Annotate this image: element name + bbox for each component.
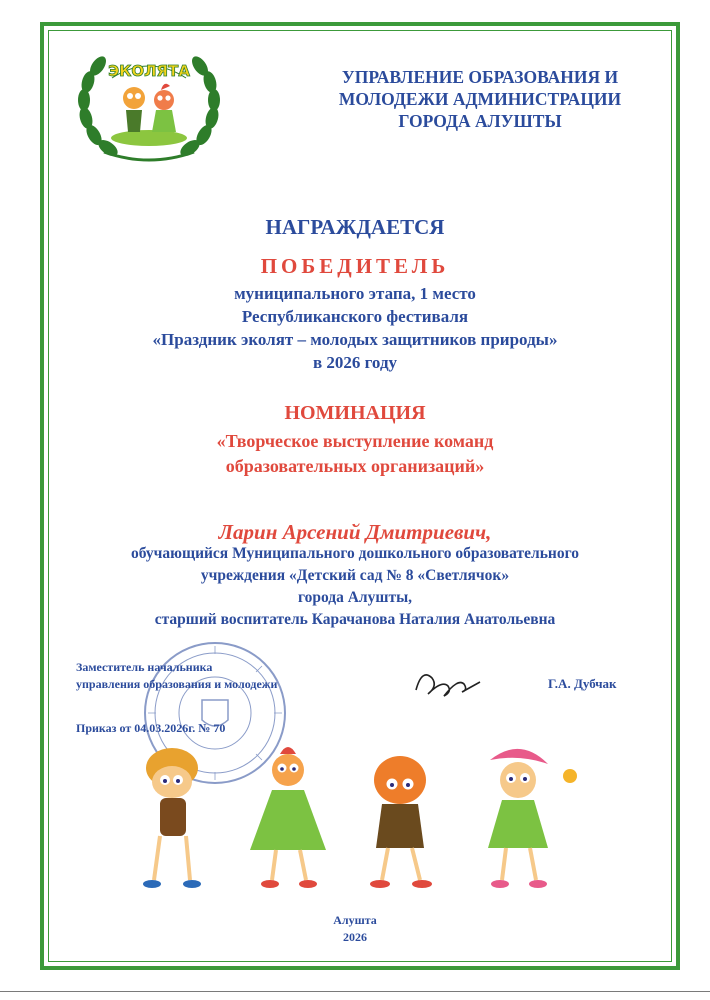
award-line-1: муниципального этапа, 1 место xyxy=(234,284,476,303)
signature-icon xyxy=(408,660,488,705)
award-heading: НАГРАЖДАЕТСЯ xyxy=(265,215,445,239)
acorn-character-icon xyxy=(143,748,201,888)
signer-position-line-2: управления образования и молодежи xyxy=(76,677,278,691)
org-line-1: УПРАВЛЕНИЕ ОБРАЗОВАНИЯ И xyxy=(341,67,619,87)
award-title: ПОБЕДИТЕЛЬ xyxy=(260,254,450,278)
award-line-3: «Праздник эколят – молодых защитников природы» xyxy=(152,330,558,349)
scan-edge-line xyxy=(0,991,710,992)
award-line-2: Республиканского фестиваля xyxy=(241,307,469,326)
nomination-line-1: «Творческое выступление команд xyxy=(216,431,494,451)
order-reference: Приказ от 04.03.2026г. № 70 xyxy=(76,721,226,735)
nomination-line-2: образовательных организаций» xyxy=(225,456,485,476)
ekolyata-logo-icon xyxy=(64,40,234,170)
nomination-label: НОМИНАЦИЯ xyxy=(284,402,426,424)
ekolyata-characters-illustration xyxy=(130,740,610,910)
signer-name: Г.А. Дубчак xyxy=(548,676,617,691)
svg-text:ЭКОЛЯТА: ЭКОЛЯТА xyxy=(108,62,190,80)
org-line-3: ГОРОДА АЛУШТЫ xyxy=(398,111,562,131)
award-line-4: в 2026 году xyxy=(312,353,398,372)
flower-girl-character-icon xyxy=(488,749,577,888)
org-line-2: МОЛОДЕЖИ АДМИНИСТРАЦИИ xyxy=(338,89,622,109)
recipient-line-1: обучающийся Муниципального дошкольного образовательного xyxy=(130,545,579,562)
recipient-name: Ларин Арсений Дмитриевич, xyxy=(218,520,492,544)
recipient-line-2: учреждения «Детский сад № 8 «Светлячок» xyxy=(200,567,510,584)
orange-character-icon xyxy=(370,756,432,888)
footer-city: Алушта xyxy=(333,913,377,927)
recipient-line-4: старший воспитатель Карачанова Наталия Анатольевна xyxy=(154,611,556,628)
organization-header xyxy=(280,66,680,132)
signer-position-line-1: Заместитель начальника xyxy=(76,660,213,674)
leaf-girl-character-icon xyxy=(250,747,326,888)
recipient-line-3: города Алушты, xyxy=(297,589,413,606)
footer-year: 2026 xyxy=(343,930,367,944)
